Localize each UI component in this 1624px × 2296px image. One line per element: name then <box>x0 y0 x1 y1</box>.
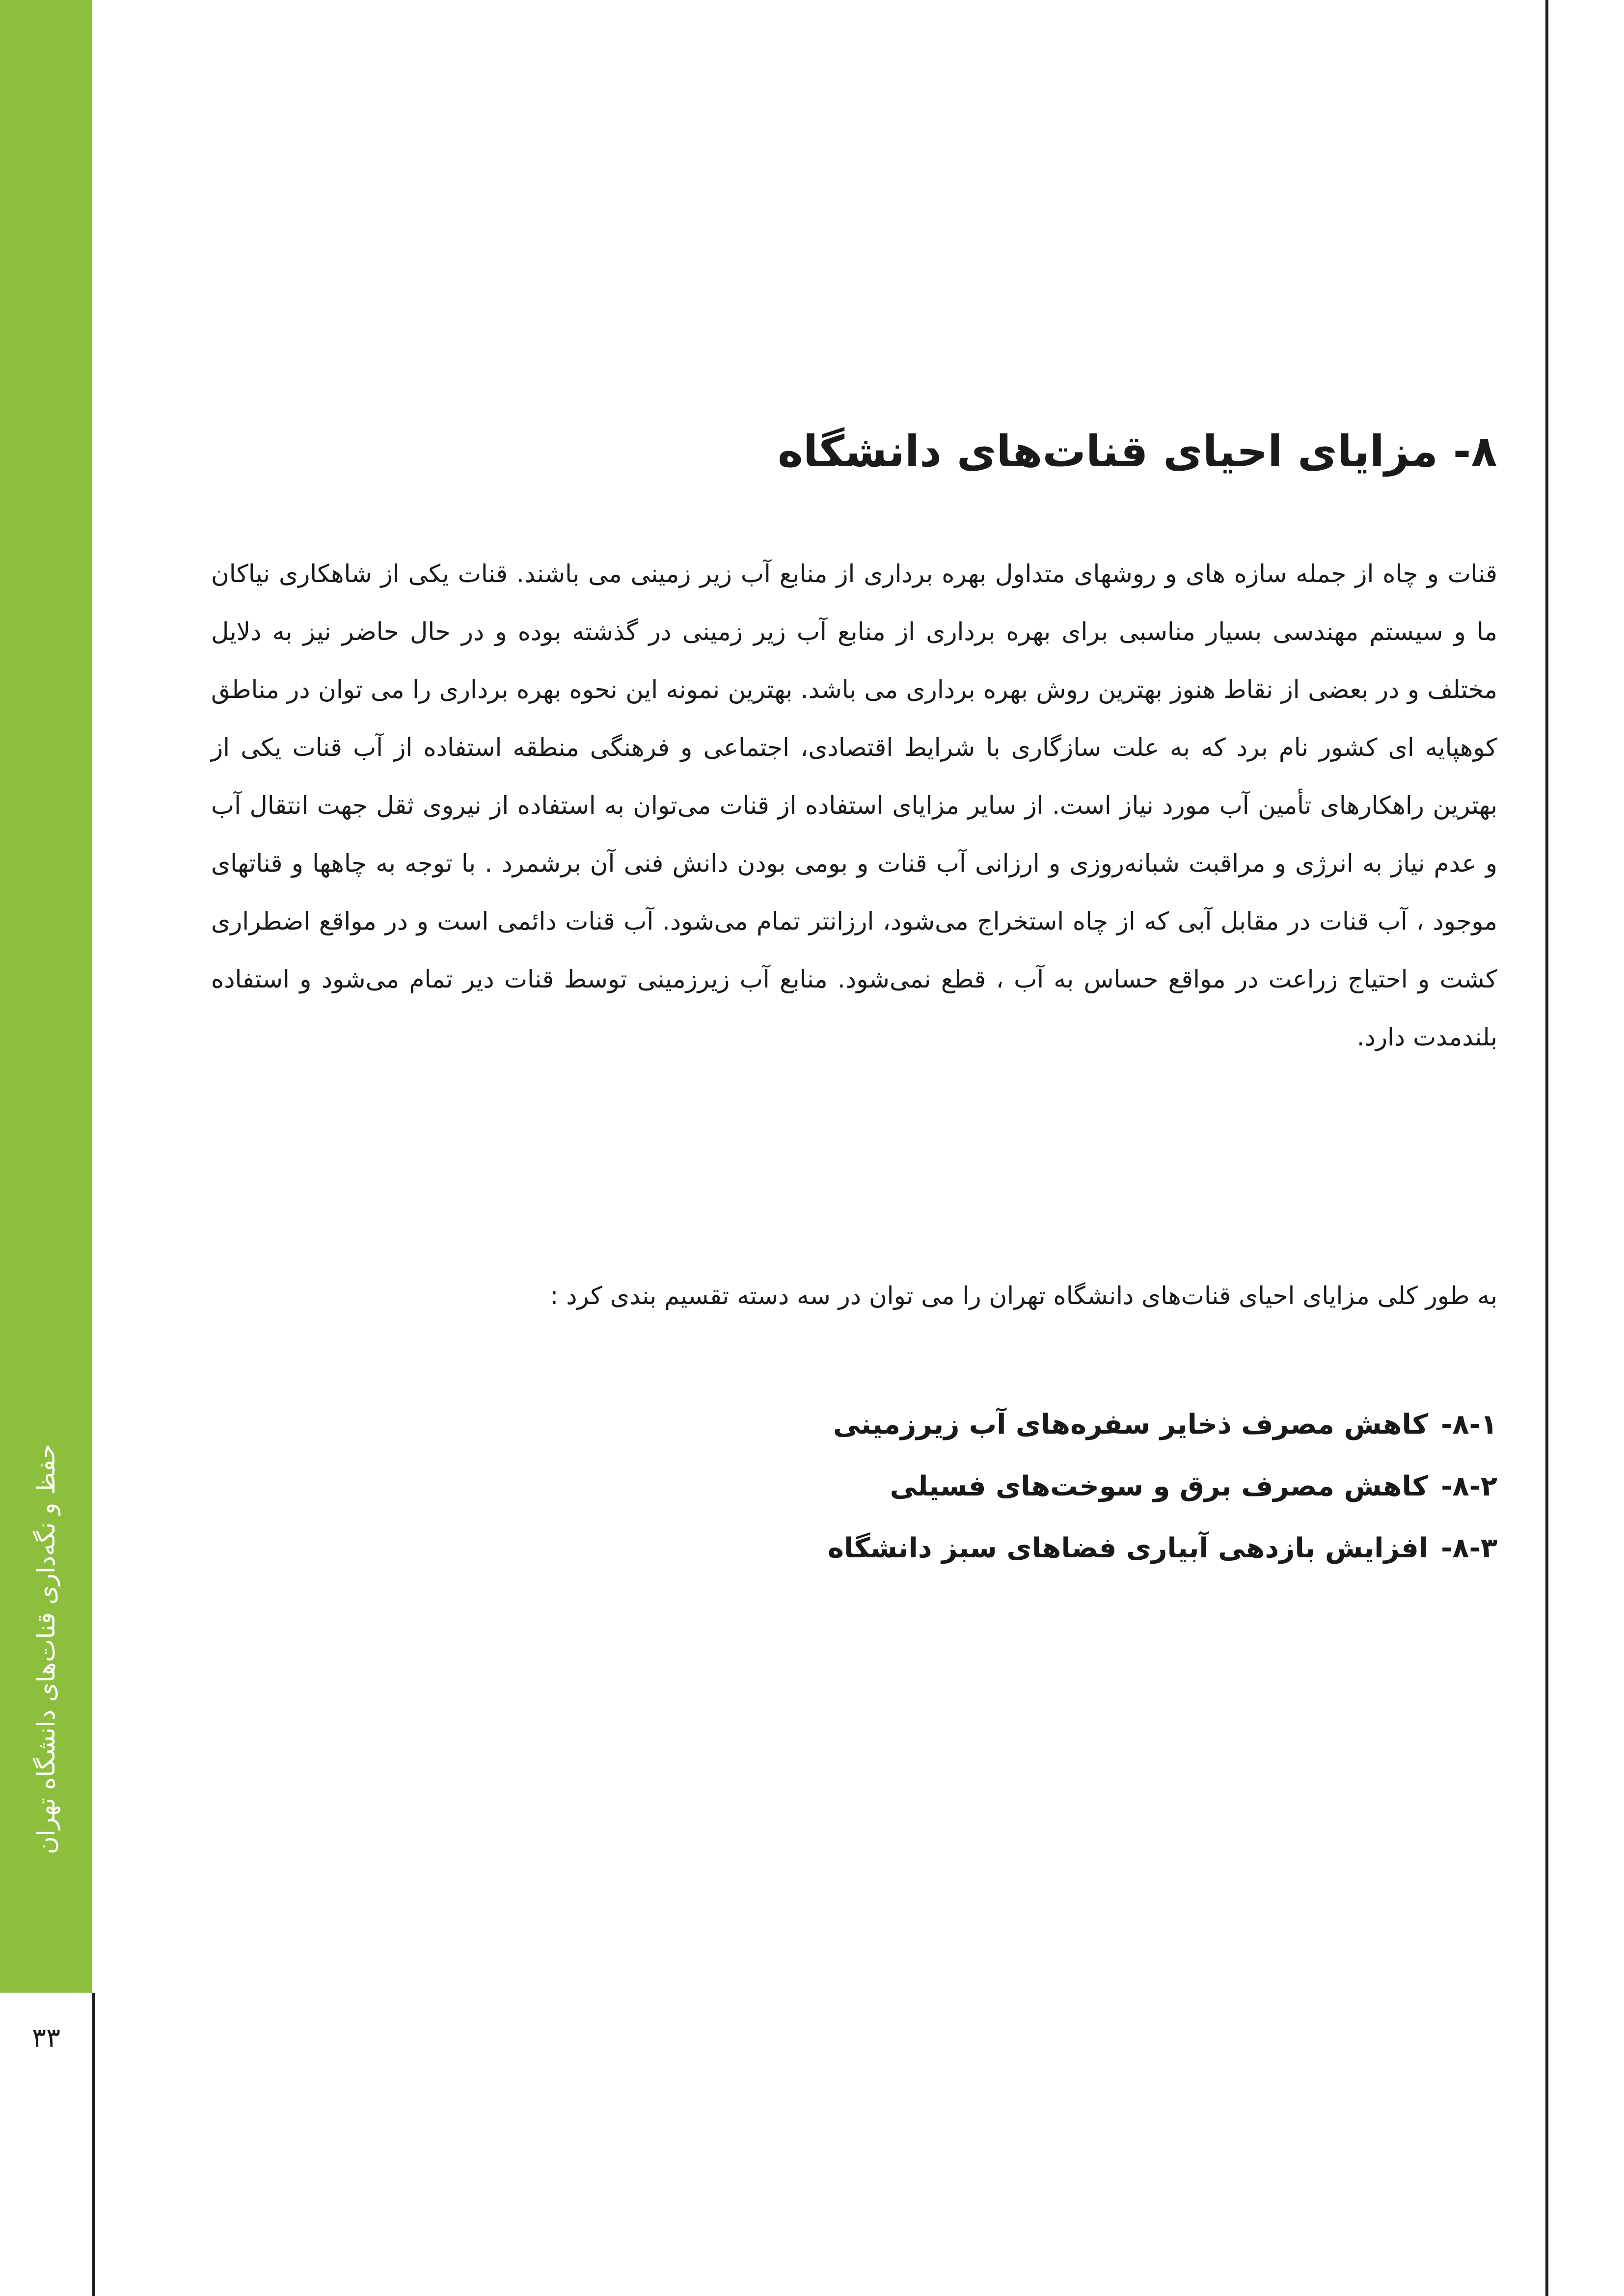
sidebar-band <box>0 0 92 1993</box>
list-item <box>211 1518 1497 1579</box>
benefits-list <box>211 1394 1497 1579</box>
list-item-label: کاهش مصرف برق و سوخت‌های فسیلی <box>890 1470 1429 1502</box>
list-item <box>211 1456 1497 1518</box>
intro-sentence: به طور کلی مزایای احیای قنات‌های دانشگاه تهران را می توان در سه دسته تقسیم بندی کرد : <box>550 1281 1497 1310</box>
right-divider <box>1545 0 1548 2296</box>
sidebar-title: حفظ و نگه‌داری قنات‌های دانشگاه تهران <box>32 1444 60 1854</box>
list-item-label: افزایش بازدهی آبیاری فضاهای سبز دانشگاه <box>827 1532 1429 1564</box>
body-paragraph: قنات و چاه از جمله سازه های و روشهای متداول بهره برداری از منابع آب زیر زمینی می باشند. قنات یکی از شاهکاری نیاکان ما و سیستم مهندسی بسیار مناسبی برای بهره برداری از منابع آب زیر زمینی در گذشته بوده و در حال حاضر نیز به دلایل مختلف و در بعضی از نقاط هنوز بهترین روش بهره برداری می باشد. بهترین نمونه این نحوه بهره برداری را می توان در مناطق کوهپایه ای کشور نام برد که به علت سازگاری با شرایط اقتصادی، اجتماعی و فرهنگی منطقه استفاده از آب قنات یکی از بهترین راهکارهای تأمین آب مورد نیاز است. از سایر مزایای استفاده از قنات می‌توان به استفاده از نیروی ثقل جهت انتقال آب و عدم نیاز به انرژی و مراقبت شبانه‌روزی و ارزانی آب قنات و بومی بودن دانش فنی آن برشمرد . با توجه به چاهها و قناتهای موجود ، آب قنات در مقابل آبی که از چاه استخراج می‌شود، ارزانتر تمام می‌شود. آب قنات دائمی است و در مواقع اضطراری کشت و احتیاج زراعت در مواقع حساس به آب ، قطع نمی‌شود. منابع آب زیرزمینی توسط قنات دیر تمام می‌شود و استفاده بلندمدت دارد. <box>211 560 1497 1051</box>
list-item-number: ۸-۳- <box>1441 1532 1497 1564</box>
list-item-number: ۸-۱- <box>1441 1409 1497 1441</box>
page-number: ۳۳ <box>31 2022 60 2053</box>
left-divider <box>92 1993 95 2296</box>
section-heading: ۸- مزایای احیای قنات‌های دانشگاه <box>778 426 1497 477</box>
list-item-number: ۸-۲- <box>1441 1470 1497 1502</box>
list-item-label: کاهش مصرف ذخایر سفره‌های آب زیرزمینی <box>833 1409 1429 1441</box>
list-item <box>211 1394 1497 1456</box>
